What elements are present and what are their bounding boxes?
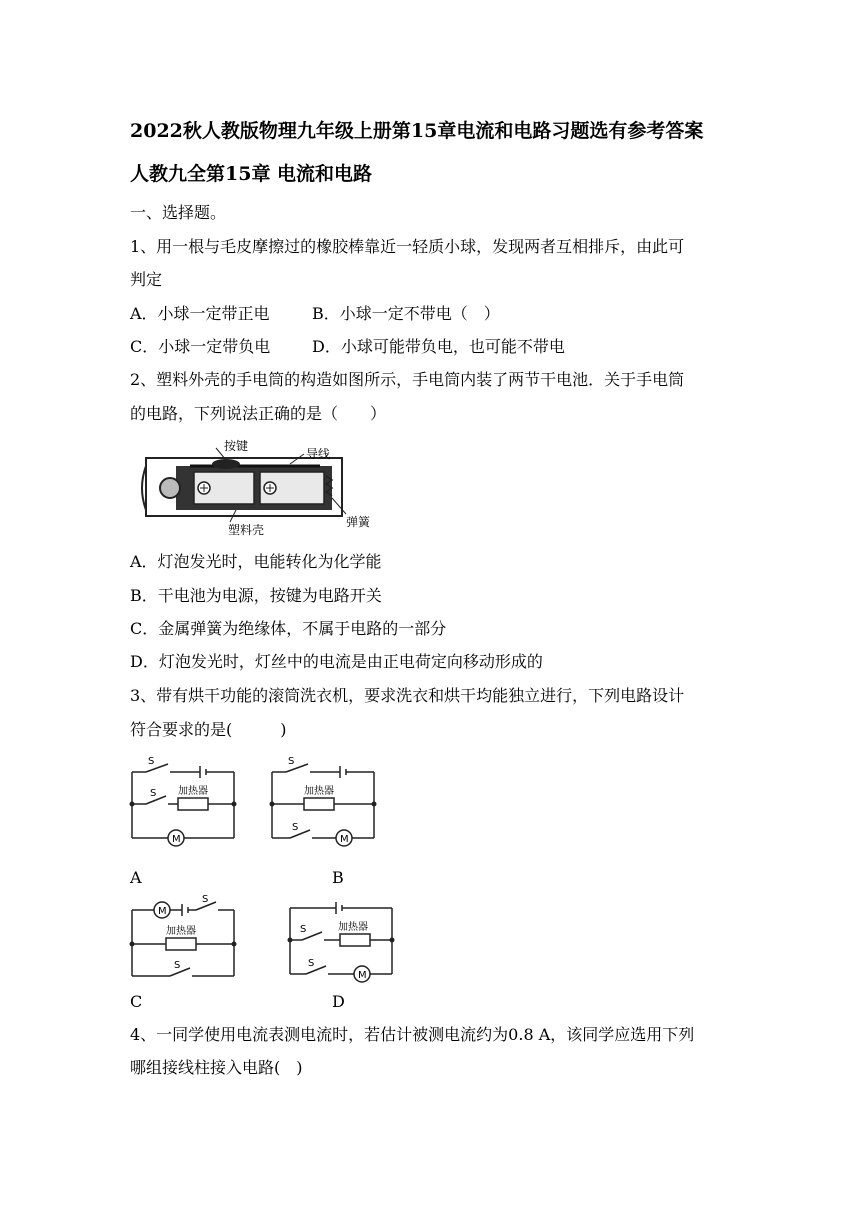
circuit-b-motor-label: M [340, 834, 349, 845]
page-title: 2022秋人教版物理九年级上册第15章电流和电路习题选有参考答案 [130, 120, 704, 142]
circuit-b-s1-label: S [288, 756, 295, 767]
circuit-d-heater-label: 加热器 [338, 922, 368, 933]
circuit-d-s1-label: S [300, 924, 307, 935]
q2-option-b: B．干电池为电源，按键为电路开关 [130, 586, 382, 605]
circuit-c-s2-label: S [174, 960, 181, 971]
circuit-d-option-label: D [332, 992, 345, 1011]
q1-stem-line2: 判定 [130, 270, 163, 289]
fig-label-shell: 塑料壳 [228, 523, 265, 537]
circuit-a-motor-label: M [172, 834, 181, 845]
fig-label-spring: 弹簧 [346, 515, 371, 529]
q1-option-d: D．小球可能带负电，也可能不带电 [312, 337, 565, 356]
circuit-a-heater-label: 加热器 [178, 786, 208, 797]
q4-stem-line2: 哪组接线柱接入电路( ) [130, 1058, 303, 1077]
circuit-a-s1-label: S [148, 756, 155, 767]
flashlight-figure [140, 436, 390, 540]
circuit-d-s2-label: S [308, 958, 315, 969]
circuit-c-motor-label: M [158, 906, 167, 917]
circuit-c-figure [124, 888, 244, 988]
circuit-a-option-label: A [130, 868, 142, 887]
circuit-b-heater-label: 加热器 [304, 786, 334, 797]
q1-option-c: C．小球一定带负电 [130, 337, 271, 356]
circuit-b-s2-label: S [292, 822, 299, 833]
fig-label-wire: 导线 [306, 447, 331, 461]
q2-stem-line2: 的电路，下列说法正确的是（ ） [130, 404, 387, 423]
circuit-c-s1-label: S [202, 894, 209, 905]
q3-stem-line1: 3、带有烘干功能的滚筒洗衣机，要求洗衣和烘干均能独立进行，下列电路设计 [130, 686, 685, 705]
circuit-c-heater-label: 加热器 [166, 926, 196, 937]
circuit-b-option-label: B [332, 868, 344, 887]
circuit-b-figure [264, 752, 384, 852]
circuit-d-figure [282, 896, 402, 986]
q3-stem-line2: 符合要求的是( ) [130, 720, 287, 739]
circuit-a-s2-label: S [150, 788, 157, 799]
q2-option-c: C．金属弹簧为绝缘体，不属于电路的一部分 [130, 619, 447, 638]
circuit-a-figure [124, 752, 244, 852]
q2-option-d: D．灯泡发光时，灯丝中的电流是由正电荷定向移动形成的 [130, 652, 543, 671]
q4-stem-line1: 4、一同学使用电流表测电流时，若估计被测电流约为0.8 A，该同学应选用下列 [130, 1025, 695, 1044]
chapter-title: 人教九全第15章 电流和电路 [130, 163, 373, 185]
q1-stem-line1: 1、用一根与毛皮摩擦过的橡胶棒靠近一轻质小球，发现两者互相排斥，由此可 [130, 237, 685, 256]
circuit-c-option-label: C [130, 992, 143, 1011]
q2-stem-line1: 2、塑料外壳的手电筒的构造如图所示，手电筒内装了两节干电池．关于手电筒 [130, 370, 685, 389]
fig-label-button: 按键 [224, 439, 249, 453]
circuit-d-motor-label: M [358, 970, 367, 981]
section-heading: 一、选择题。 [130, 203, 227, 222]
q1-option-a: A．小球一定带正电 [130, 304, 270, 323]
q2-option-a: A．灯泡发光时，电能转化为化学能 [130, 552, 382, 571]
q1-option-b: B．小球一定不带电（ ） [312, 304, 500, 323]
